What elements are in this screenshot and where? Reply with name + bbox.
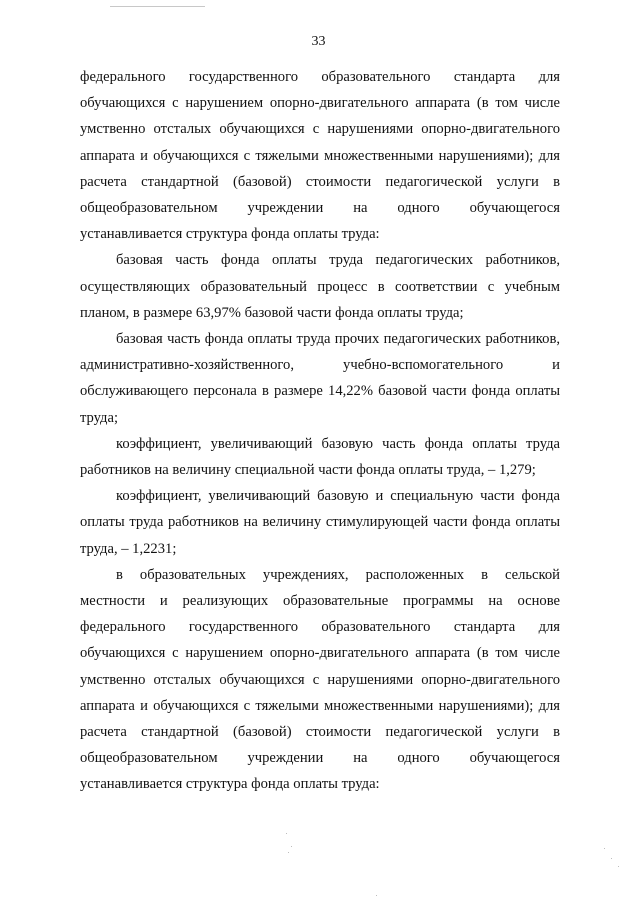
- scan-speck: [604, 848, 605, 849]
- scan-speck: [286, 833, 287, 834]
- paragraph-incentive-coefficient: коэффициент, увеличивающий базовую и специальную части фонда оплаты труда работников на величину стимулирующей части фонда оплаты труда, – 1,2231;: [80, 488, 560, 557]
- paragraph-other-staff-share: базовая часть фонда оплаты труда прочих педагогических работников, административно-хозяйственного, учебно-вспомогательного и обслуживающего персонала в размере 14,22% базовой части фонда оплаты труда;: [80, 331, 560, 426]
- paragraph-pedagogical-staff-share: базовая часть фонда оплаты труда педагогических работников, осуществляющих образовательный процесс в соответствии с учебным планом, в размере 63,97% базовой части фонда оплаты труда;: [80, 252, 560, 321]
- document-body: [80, 64, 560, 798]
- scan-speck: [291, 846, 292, 847]
- paragraph-rural-schools: в образовательных учреждениях, расположенных в сельской местности и реализующих образовательные программы на основе федерального государственного образовательного стандарта для обучающихся с нарушением опорно-двигательного аппарата (в том числе умственно отсталых обучающихся с нарушениями опорно-двигательного аппарата и обучающихся с тяжелыми множественными нарушениями); для расчета стандартной (базовой) стоимости педагогической услуги в общеобразовательном учреждении на одного обучающегося устанавливается структура фонда оплаты труда:: [80, 566, 560, 793]
- paragraph-special-coefficient: коэффициент, увеличивающий базовую часть фонда оплаты труда работников на величину специальной части фонда оплаты труда, – 1,279;: [80, 435, 560, 479]
- scan-speck: [611, 858, 612, 859]
- scan-speck: [288, 852, 289, 853]
- scan-speck: [376, 895, 377, 896]
- scan-edge-line: [110, 6, 205, 7]
- paragraph-continuation: федерального государственного образовательного стандарта для обучающихся с нарушением опорно-двигательного аппарата (в том числе умственно отсталых обучающихся с нарушениями опорно-двигательного аппарата и обучающихся с тяжелыми множественными нарушениями); для расчета стандартной (базовой) стоимости педагогической услуги в общеобразовательном учреждении на одного обучающегося устанавливается структура фонда оплаты труда:: [80, 69, 560, 243]
- scan-speck: [618, 866, 619, 867]
- page-number: 33: [311, 34, 326, 49]
